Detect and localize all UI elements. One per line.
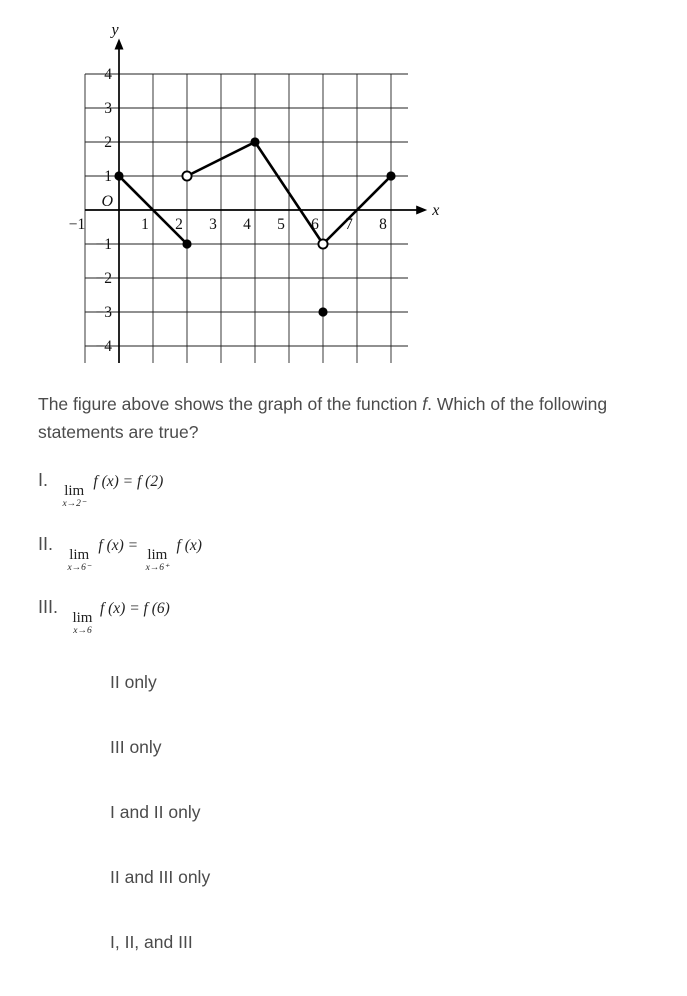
- statement-II-expression-left: f (x) =: [98, 536, 139, 554]
- svg-text:2: 2: [175, 216, 183, 233]
- limit-subscript: x→6⁻: [67, 562, 91, 573]
- axes: [85, 47, 418, 363]
- question-text: [38, 390, 650, 446]
- svg-text:8: 8: [379, 216, 387, 233]
- y-axis-arrowhead: [115, 38, 124, 49]
- statement-I-math: [61, 473, 165, 509]
- statement-III-math: [71, 600, 171, 636]
- closed-point: [386, 171, 395, 180]
- question-part2: . Which of the following statements are true?: [38, 394, 608, 442]
- figure-graph: [0, 0, 687, 376]
- question-part1: The figure above shows the graph of the function: [38, 394, 423, 414]
- closed-point: [182, 239, 191, 248]
- svg-text:6: 6: [311, 216, 319, 233]
- svg-text:−1: −1: [68, 216, 86, 233]
- limit-operator: lim x→6⁺: [145, 546, 170, 573]
- svg-text:4: 4: [104, 66, 112, 83]
- statement-III-expression: f (x) = f (6): [99, 600, 170, 617]
- limit-subscript: x→6: [73, 626, 92, 636]
- answer-choice-3[interactable]: I and II only: [110, 801, 201, 822]
- svg-text:1: 1: [141, 216, 149, 233]
- closed-point: [114, 171, 123, 180]
- statement-I-expression: f (x) = f (2): [93, 473, 164, 490]
- statement-II-expression-right: f (x): [176, 536, 202, 554]
- limit-operator: lim x→2⁻: [62, 483, 86, 509]
- limit-operator: lim x→6: [72, 610, 93, 636]
- svg-text:−1: −1: [95, 236, 112, 253]
- axis-letters: [101, 21, 439, 219]
- svg-text:3: 3: [209, 216, 217, 233]
- svg-text:−3: −3: [95, 304, 112, 321]
- limit-subscript: x→6⁺: [145, 562, 170, 573]
- statement-I-numeral: I.: [38, 470, 49, 490]
- answer-choice-2[interactable]: III only: [110, 736, 162, 757]
- statement-III-numeral: III.: [38, 597, 59, 617]
- open-point: [318, 239, 327, 248]
- answer-choice-5[interactable]: I, II, and III: [110, 931, 193, 952]
- limit-subscript: x→2⁻: [62, 499, 86, 509]
- svg-text:2: 2: [104, 134, 112, 151]
- svg-text:1: 1: [104, 168, 112, 185]
- closed-point: [250, 137, 259, 146]
- svg-text:−4: −4: [95, 338, 112, 355]
- function-graph-svg: [0, 6, 455, 376]
- open-point: [182, 171, 191, 180]
- statement-II: [38, 534, 687, 574]
- origin-label: O: [101, 193, 113, 210]
- x-axis-label: x: [432, 202, 440, 219]
- closed-point: [318, 307, 327, 316]
- statement-I: [38, 470, 687, 510]
- answer-choice-4[interactable]: II and III only: [110, 866, 211, 887]
- x-axis-arrowhead: [416, 206, 427, 215]
- svg-text:5: 5: [277, 216, 285, 233]
- answer-choices: [110, 671, 687, 953]
- limit-operator: lim x→6⁻: [67, 546, 91, 573]
- statements-list: [38, 470, 687, 637]
- svg-text:7: 7: [345, 216, 353, 233]
- svg-text:4: 4: [243, 216, 251, 233]
- statement-II-math: [66, 536, 203, 573]
- svg-text:3: 3: [104, 100, 112, 117]
- statement-III: [38, 597, 687, 637]
- svg-text:−2: −2: [95, 270, 112, 287]
- function-f-symbol: f: [422, 394, 428, 414]
- y-axis-label: y: [111, 21, 119, 39]
- answer-choice-1[interactable]: II only: [110, 671, 157, 692]
- statement-II-numeral: II.: [38, 533, 54, 554]
